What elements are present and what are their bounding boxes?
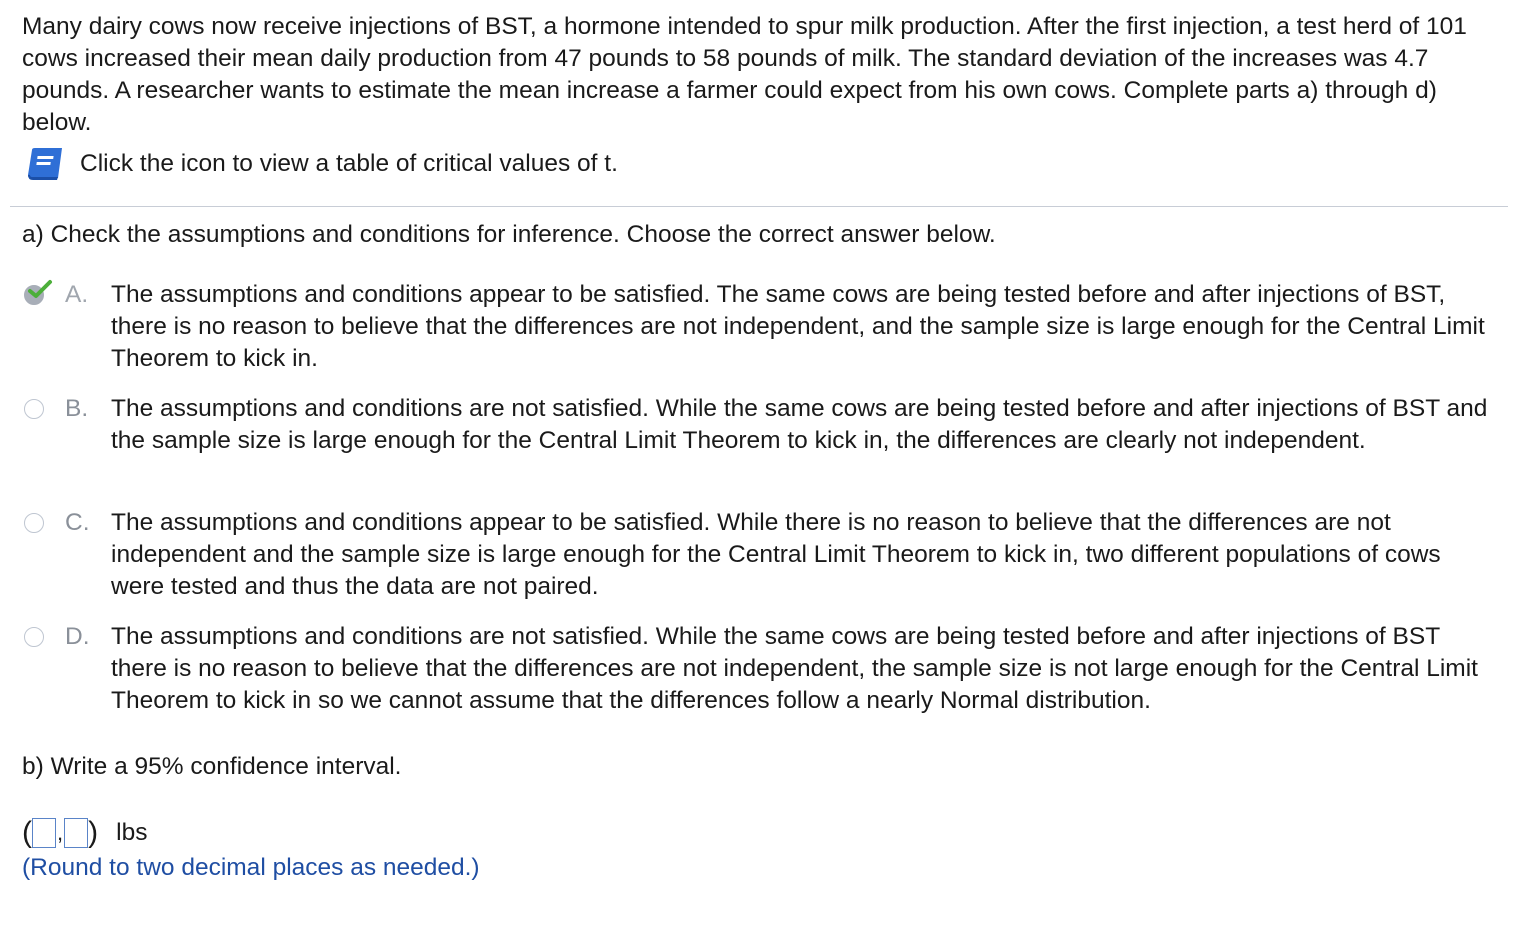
option-c-text: The assumptions and conditions appear to be satisfied. While there is no reason to believe that the differences are not independent and the sample size is large enough for the Central Limit Theorem to kick in, two different populations of cows were tested and thus the data are not paired. (111, 509, 1441, 600)
critical-values-tool (26, 147, 618, 181)
problem-statement: Many dairy cows now receive injections of BST, a hormone intended to spur milk production. After the first injection, a test herd of 101 cows increased their mean daily production from 47 pounds to 58 pounds of milk. The standard deviation of the increases was 4.7 pounds. A researcher wants to estimate the mean increase a farmer could expect from his own cows. Complete parts a) through d) below. (22, 13, 1467, 136)
part-b-prompt: b) Write a 95% confidence interval. (22, 753, 402, 780)
option-c-letter: C. (65, 509, 90, 536)
interval-comma: , (57, 820, 64, 845)
open-paren: ( (22, 816, 32, 849)
option-b-radio[interactable] (24, 393, 48, 425)
rounding-hint: (Round to two decimal places as needed.) (22, 854, 480, 881)
option-a-radio[interactable] (24, 279, 48, 311)
option-b-letter: B. (65, 395, 89, 422)
option-a[interactable] (24, 279, 1494, 375)
lower-bound-input[interactable] (32, 818, 56, 848)
option-b-text: The assumptions and conditions are not satisfied. While the same cows are being tested before and after injections of BST and the sample size is large enough for the Central Limit Theorem to kick in, the differences are clearly not independent. (111, 395, 1488, 454)
option-c-radio[interactable] (24, 507, 48, 539)
option-d-text: The assumptions and conditions are not satisfied. While the same cows are being tested before and after injections of BST there is no reason to believe that the differences are not independent, the sample size is not large enough for the Central Limit Theorem to kick in so we cannot assume that the differences follow a nearly Normal distribution. (111, 623, 1478, 714)
option-c[interactable] (24, 507, 1494, 603)
option-a-letter: A. (65, 281, 89, 308)
book-icon[interactable] (26, 146, 66, 182)
option-d-letter: D. (65, 623, 90, 650)
option-d-radio[interactable] (24, 621, 48, 653)
upper-bound-input[interactable] (64, 818, 88, 848)
checkmark-icon (28, 279, 54, 301)
option-b[interactable] (24, 393, 1494, 457)
part-a-prompt: a) Check the assumptions and conditions for inference. Choose the correct answer below. (22, 221, 996, 248)
unit-label: lbs (116, 819, 148, 846)
divider (10, 206, 1508, 207)
option-a-text: The assumptions and conditions appear to be satisfied. The same cows are being tested before and after injections of BST, there is no reason to believe that the differences are not independent, and the sample size is large enough for the Central Limit Theorem to kick in. (111, 281, 1485, 372)
critical-values-text: Click the icon to view a table of critical values of t. (80, 150, 618, 177)
close-paren: ) (88, 816, 99, 849)
confidence-interval-answer (22, 816, 147, 850)
option-d[interactable] (24, 621, 1494, 717)
